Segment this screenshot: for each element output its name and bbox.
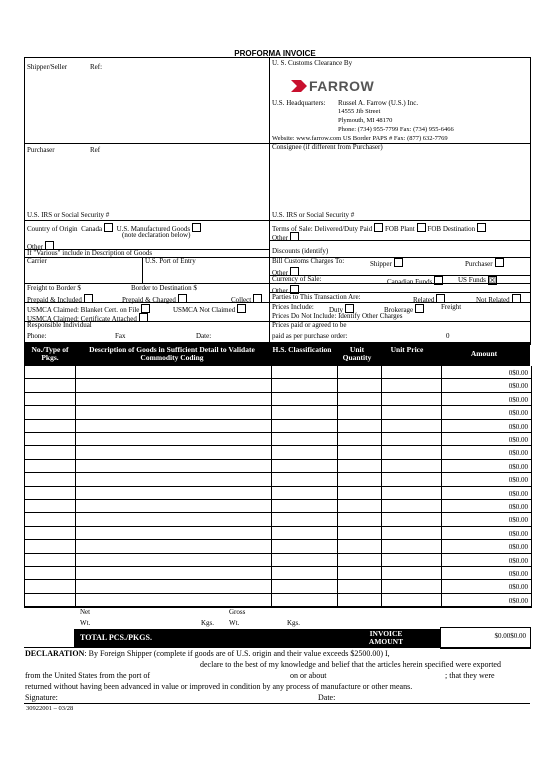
freight-other: Other [272,285,299,295]
net-wt: Wt. [80,619,91,627]
page-title: PROFORMA INVOICE [234,49,316,58]
header-amount: Amount [470,349,498,358]
border-to-dest: Border to Destination $ [131,284,197,292]
usmca-attached: USMCA Claimed: Certificate Attached [27,313,148,323]
freight-to-border: Freight to Border $ [27,284,81,292]
row-amount: 0$0.00 [508,583,528,592]
fob-dest-checkbox[interactable] [477,223,486,232]
date-label: Date: [196,332,212,340]
parties-label: Parties to This Transaction Are: [272,293,361,301]
row-amount: 0$0.00 [508,449,528,458]
header-qty: Unit Quantity [342,345,372,362]
table-row[interactable] [25,366,531,379]
row-amount: 0$0.00 [508,462,528,471]
row-amount: 0$0.00 [508,476,528,485]
farrow-logo-icon [289,76,309,96]
hq-line-4: Phone: (734) 955-7799 Fax: (734) 955-6466 [338,126,454,133]
hq-line-2: 14555 Jib Street [338,108,381,115]
row-amount: 0$0.00 [508,556,528,565]
row-amount: 0$0.00 [508,422,528,431]
fax-label: Fax [115,332,126,340]
hq-line-1: Russel A. Farrow (U.S.) Inc. [338,99,419,107]
usmca-not-claimed: USMCA Not Claimed [173,304,246,314]
declaration-line-3c: ; that they were [445,671,495,680]
row-amount: 0$0.00 [508,516,528,525]
table-row[interactable] [25,500,531,513]
table-row[interactable] [25,487,531,500]
purchaser-label: Purchaser [27,146,55,154]
table-row[interactable] [25,513,531,526]
prepaid-included: Prepaid & Included [27,294,93,304]
declaration-line-4: returned without having been advanced in value or improved in condition by any process of manufacture or other means. [25,682,413,691]
total-pkgs-label: TOTAL PCS./PKGS. [80,633,152,642]
origin-note: (note declaration below) [122,231,191,239]
row-amount: 0$0.00 [508,409,528,418]
table-row[interactable] [25,527,531,540]
table-row[interactable] [25,540,531,553]
prices-include-freight: Freight [441,303,462,311]
currency-usd: US Funds ☒ [458,276,496,285]
table-row[interactable] [25,406,531,419]
row-amount: 0$0.00 [508,570,528,578]
bill-other: Other [272,267,299,277]
usmca-blanket: USMCA Claimed: Blanket Cert. on File [27,304,150,314]
parties-related: Related [413,294,445,304]
website-line: Website: www.farrow.com US Border PAPS # Fax: (877) 632-7769 [272,135,448,142]
farrow-logo [289,76,375,96]
table-row[interactable] [25,446,531,459]
table-row[interactable] [25,567,531,580]
collect: Collect [231,294,262,304]
fob-plant-checkbox[interactable] [417,223,426,232]
prices-include-duty: Duty [329,304,354,314]
table-body [24,366,532,608]
gross-label: Gross [229,608,246,616]
table-row[interactable] [25,594,531,607]
row-amount: 0$0.00 [508,369,528,377]
ddp-checkbox[interactable] [374,223,383,232]
declaration-line-2: declare to the best of my knowledge and belief that the articles herein specified were exported [200,660,501,669]
logo-text: FARROW [309,78,375,94]
net-label: Net [80,608,91,616]
usd-checkbox[interactable]: ☒ [488,276,496,285]
prepaid-charged: Prepaid & Charged [122,294,187,304]
canada-checkbox[interactable] [104,223,113,232]
terms-other: Other [272,232,299,242]
row-amount: 0$0.00 [508,395,528,404]
prices-include-label: Prices Include: [272,303,314,311]
row-amount: 0$0.00 [508,543,528,552]
currency-cad: Canadian Funds [387,276,443,286]
brokerage-checkbox[interactable] [415,304,424,313]
responsible-label: Responsible Individual [27,321,92,329]
irs-right: U.S. IRS or Social Security # [272,211,355,219]
prices-not-include: Prices Do Not Include: Identify Other Charges [272,312,403,320]
origin-row: Country of Origin Canada U.S. Manufactured Goods [27,223,201,233]
origin-other: Other [27,241,54,251]
bill-shipper-checkbox[interactable] [394,258,403,267]
row-amount: 0$0.00 [508,503,528,511]
table-row[interactable] [25,554,531,567]
consignee-label: Consignee (if different from Purchaser) [272,143,383,151]
currency-label: Currency of Sale: [272,275,322,283]
header-hs: H.S. Classification [272,345,332,354]
table-row[interactable] [25,580,531,593]
purchaser-ref: Ref [90,146,101,154]
declaration-line-3a: from the United States from the port of [25,671,151,680]
row-amount: 0$0.00 [508,382,528,391]
bill-row: Bill Customs Charges To: [272,257,345,265]
net-kgs: Kgs. [201,619,215,627]
header-pkgs: No./Type of Pkgs. [31,345,69,362]
origin-various: If "Various" include in Description of Goods [27,249,153,257]
row-amount: 0$0.00 [508,596,528,605]
bill-purchaser: Purchaser [465,258,504,268]
shipper-ref: Ref: [90,63,103,71]
table-row[interactable] [25,420,531,433]
row-amount: 0$0.00 [508,436,528,444]
declaration-date: Date: [318,693,336,702]
form-code: 30922001 – 03/28 [26,705,74,712]
paid-value: 0 [446,332,450,340]
parties-not-related: Not Related [476,294,521,304]
terms-row: Terms of Sale: Delivered/Duty Paid FOB Plant FOB Destination [272,223,486,233]
shipper-label: Shipper/Seller [27,63,68,71]
usmca-not-claimed-checkbox[interactable] [237,304,246,313]
table-row[interactable] [25,460,531,473]
us-goods-checkbox[interactable] [192,223,201,232]
declaration-line-3b: on or about [290,671,327,680]
gross-wt: Wt. [229,619,240,627]
hq-label: U.S. Headquarters: [272,99,326,107]
declaration-line-1: DECLARATION: By Foreign Shipper (complete if goods are of U.S. origin and their value exceeds $2500.00) I, [25,649,390,658]
irs-left: U.S. IRS or Social Security # [27,211,110,219]
port-label: U.S. Port of Entry [145,257,196,265]
clearance-label: U. S. Customs Clearance By [272,59,353,67]
prices-include-brokerage: Brokerage [384,304,424,314]
phone-label: Phone: [27,332,47,340]
hq-line-3: Plymouth, MI 48170 [338,117,393,124]
header-price: Unit Price [390,345,424,354]
paid-po: paid as per purchase order: [272,332,348,340]
table-row[interactable] [25,393,531,406]
bill-shipper: Shipper [370,258,403,268]
header-description: Description of Goods in Sufficient Detail to Validate Commodity Coding [89,345,255,362]
bill-purchaser-checkbox[interactable] [495,258,504,267]
gross-kgs: Kgs. [287,619,301,627]
invoice-amount-label: INVOICE AMOUNT [368,629,404,646]
carrier-label: Carrier [27,257,47,265]
invoice-total-value: $0.00$0.00 [494,632,526,640]
table-row[interactable] [25,433,531,446]
usmca-blanket-checkbox[interactable] [141,304,150,313]
table-row[interactable] [25,473,531,486]
discounts: Discounts (identify) [272,247,329,255]
row-amount: 0$0.00 [508,529,528,538]
signature-label: Signature: [25,693,58,702]
table-row[interactable] [25,379,531,392]
prices-paid: Prices paid or agreed to be [272,321,347,329]
row-amount: 0$0.00 [508,489,528,498]
